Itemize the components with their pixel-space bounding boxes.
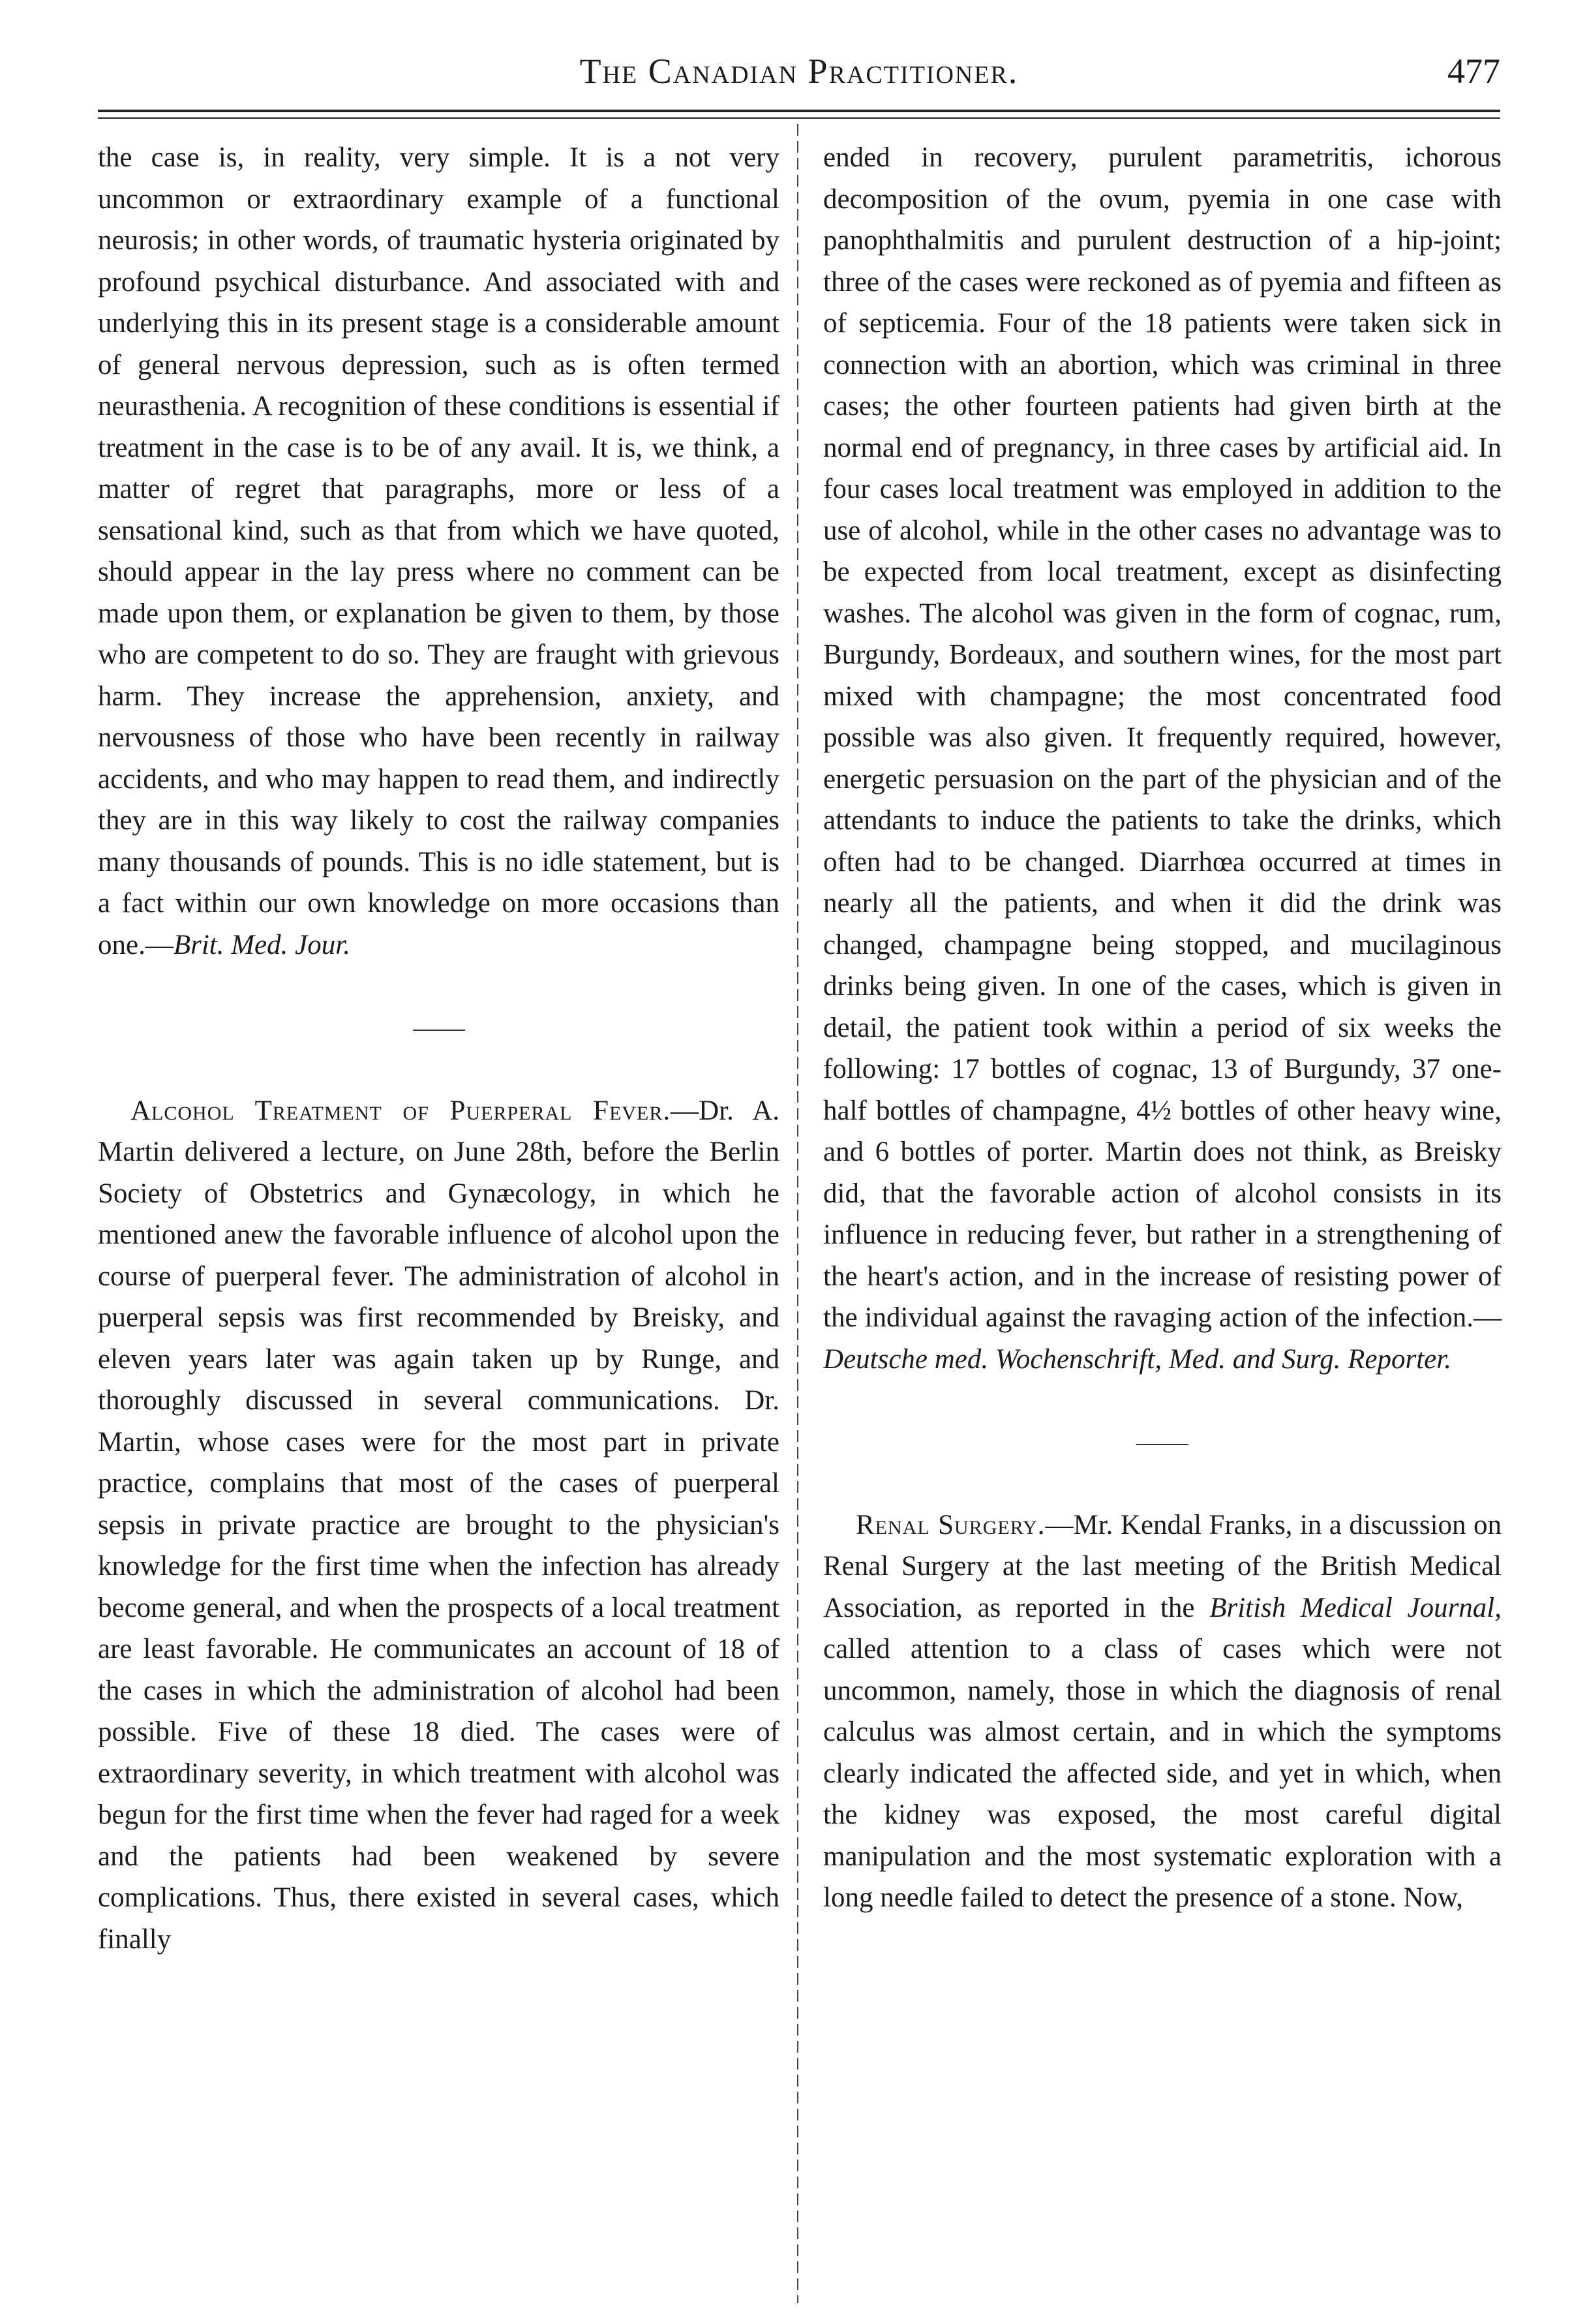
journal-title: The Canadian Practitioner. — [579, 52, 1019, 91]
column-divider — [797, 124, 798, 2303]
paragraph-alcohol-continued-text: ended in recovery, purulent parametritis, ichorous decomposition of the ovum, pyemia in one case with panophthalmitis and purulent destruction of a hip-joint; three of the cases were reckoned as of pyemia and fifteen as of septicemia. Four of the 18 patients were taken sick in connection with an abortion, which was criminal in three cases; the other fourteen patients had given birth at the normal end of pregnancy, in three cases by artificial aid. In four cases local treatment was employed in addition to the use of alcohol, while in the other cases no advantage was to be expected from local treatment, except as disinfecting washes. The alcohol was given in the form of cognac, rum, Burgundy, Bordeaux, and southern wines, for the most part mixed with champagne; the most concentrated food possible was also given. It frequently required, however, energetic persuasion on the part of the physician and of the attendants to induce the patients to take the drinks, which often had to be changed. Diarrhœa occurred at times in nearly all the patients, and when it did the drink was changed, champagne being stopped, and mucilaginous drinks being given. In one of the cases, which is given in detail, the patient took within a period of six weeks the following: 17 bottles of cognac, 13 of Burgundy, 37 one-half bottles of champagne, 4½ bottles of other heavy wine, and 6 bottles of porter. Martin does not think, as Breisky did, that the favorable action of alcohol consists in its influence in reducing fever, but rather in a strengthening of the heart's action, and in the increase of resisting power of the individual against the ravaging action of the infection.— — [823, 142, 1502, 1333]
spacer — [98, 1048, 779, 1090]
right-column — [823, 137, 1502, 1919]
heading-renal-surgery: Renal Surgery. — [856, 1509, 1046, 1540]
paragraph-renal-surgery-text-b: called attention to a class of cases which were not uncommon, namely, those in which the diagnosis of renal calculus was almost certain, and in which the symptoms clearly indicated the affected side, and yet in which, when the kidney was exposed, the most careful digital manipulation and the most systematic exploration with a long needle failed to detect the presence of a stone. Now, — [823, 1634, 1502, 1913]
section-separator — [823, 1422, 1502, 1463]
paragraph-neurosis — [98, 137, 779, 966]
journal-name-bmj: British Medical Journal, — [1209, 1592, 1502, 1623]
spacer — [823, 1463, 1502, 1505]
spacer — [823, 1380, 1502, 1422]
spacer — [98, 966, 779, 1007]
paragraph-alcohol-continued — [823, 137, 1502, 1380]
paragraph-renal-surgery-text-a: —Mr. Kendal Franks, in a discussion on Renal Surgery at the last meeting of the British Medical Association, as reported in the — [823, 1509, 1502, 1623]
citation-deutsche-med: Deutsche med. Wochenschrift, Med. and Surg. Reporter. — [823, 1343, 1451, 1375]
paragraph-alcohol-treatment-text: —Dr. A. Martin delivered a lecture, on June 28th, before the Berlin Society of Obstetrics and Gynæcology, in which he mentioned anew the favorable influence of alcohol upon the course of puerperal fever. The administration of alcohol in puerperal sepsis was first recommended by Breisky, and eleven years later was again taken up by Runge, and thoroughly discussed in several communications. Dr. Martin, whose cases were for the most part in private practice, complains that most of the cases of puerperal sepsis in private practice are brought to the physician's knowledge for the first time when the infection has already become general, and when the prospects of a local treatment are least favorable. He communicates an account of 18 of the cases in which the administration of alcohol had been possible. Five of these 18 died. The cases were of extraordinary severity, in which treatment with alcohol was begun for the first time when the fever had raged for a week and the patients had been weakened by severe complications. Thus, there existed in several cases, which finally — [98, 1095, 779, 1955]
section-separator — [98, 1007, 779, 1049]
heading-alcohol-treatment: Alcohol Treatment of Puerperal Fever. — [130, 1095, 671, 1126]
page-number: 477 — [1447, 52, 1500, 91]
header-rule-thick — [98, 110, 1500, 112]
paragraph-alcohol-treatment — [98, 1090, 779, 1961]
left-column — [98, 137, 779, 1960]
paragraph-renal-surgery — [823, 1505, 1502, 1919]
citation-brit-med-jour: Brit. Med. Jour. — [173, 929, 350, 960]
header-rule-thin — [98, 117, 1500, 119]
running-header — [98, 51, 1500, 103]
paragraph-neurosis-text: the case is, in reality, very simple. It is a not very uncommon or extraordinary example of a functional neurosis; in other words, of traumatic hysteria originated by profound psychical disturbance. And associated with and underlying this in its present stage is a considerable amount of general nervous depression, such as is often termed neurasthenia. A recognition of these conditions is essential if treatment in the case is to be of any avail. It is, we think, a matter of regret that paragraphs, more or less of a sensational kind, such as that from which we have quoted, should appear in the lay press where no comment can be made upon them, or explanation be given to them, by those who are competent to do so. They are fraught with grievous harm. They increase the apprehension, anxiety, and nervousness of those who have been recently in railway accidents, and who may happen to read them, and indirectly they are in this way likely to cost the railway companies many thousands of pounds. This is no idle statement, but is a fact within our own knowledge on more occasions than one.— — [98, 142, 779, 960]
